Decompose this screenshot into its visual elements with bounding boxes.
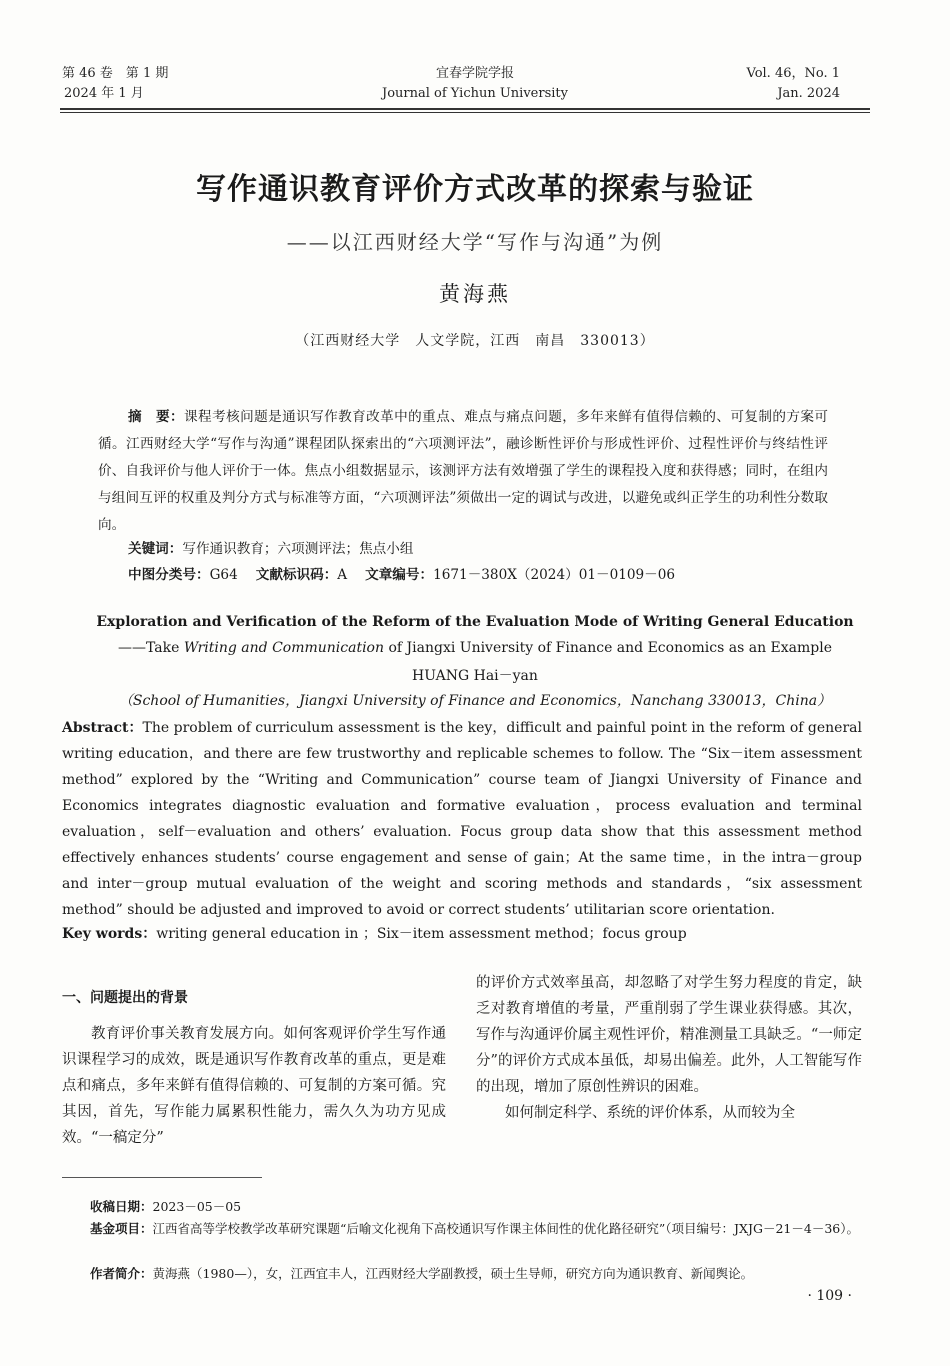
body-paragraph-continued: 的评价方式效率虽高，却忽略了对学生努力程度的肯定，缺乏对教育增值的考量，严重削弱了学生课业获得感。其次，写作与沟通评价属主观性评价，精准测量工具缺乏。“一师定分”的评价方式成本虽低，却易出偏差。此外，人工智能写作的出现，增加了原创性辨识的困难。 — [476, 975, 862, 1095]
body-right-column — [476, 970, 862, 1126]
article-subtitle: ——以江西财经大学“写作与沟通”为例 — [286, 230, 664, 254]
classification-line — [128, 563, 675, 583]
footnote-fund — [90, 1218, 865, 1239]
keywords-en — [62, 923, 687, 943]
journal-name-en: Journal of Yichun University — [382, 86, 568, 101]
clc-value: G64 — [209, 567, 238, 583]
abstract-en — [62, 715, 862, 923]
article-no-value: 1671－380X（2024）01－0109－06 — [433, 567, 676, 583]
english-affiliation: （School of Humanities，Jiangxi University of Finance and Economics，Nanchang 330013，China） — [118, 693, 832, 709]
english-subtitle-course: Writing and Communication — [183, 640, 385, 656]
body-paragraph: 教育评价事关教育发展方向。如何客观评价学生写作通识课程学习的成效，既是通识写作教育改革的重点，更是难点和痛点，多年来鲜有值得信赖的、可复制的方案可循。究其因，首先，写作能力属累积性能力，需久久为功方见成效。“一稿定分” — [62, 1026, 446, 1146]
article-no-label: 文章编号： — [365, 567, 434, 583]
keywords-cn-label: 关键词： — [128, 541, 183, 557]
received-value: 2023－05－05 — [152, 1199, 242, 1214]
body-paragraph: 如何制定科学、系统的评价体系，从而较为全 — [505, 1105, 795, 1121]
abstract-cn-text: 课程考核问题是通识写作教育改革中的重点、难点与痛点问题，多年来鲜有值得信赖的、可复制的方案可循。江西财经大学“写作与沟通”课程团队探索出的“六项测评法”，融诊断性评价与形成性评价、过程性评价与终结性评价、自我评价与他人评价于一体。焦点小组数据显示，该测评方法有效增强了学生的课程投入度和获得感；同时，在组内与组间互评的权重及判分方式与标准等方面，“六项测评法”须做出一定的调试与改进，以避免或纠正学生的功利性分数取向。 — [98, 409, 829, 533]
footnote-received — [90, 1196, 865, 1217]
article-title: 写作通识教育评价方式改革的探索与验证 — [196, 172, 754, 207]
footnote-author-bio — [90, 1263, 865, 1284]
keywords-cn — [128, 537, 413, 557]
abstract-en-label: Abstract： — [62, 720, 143, 736]
author-affiliation: （江西财经大学 人文学院，江西 南昌 330013） — [295, 333, 655, 349]
fund-label: 基金项目： — [90, 1221, 153, 1236]
header-date-en: Jan. 2024 — [777, 86, 840, 101]
bio-label: 作者简介： — [90, 1266, 153, 1281]
abstract-cn — [98, 404, 828, 539]
header-volume-en — [747, 64, 841, 104]
english-subtitle — [0, 640, 950, 656]
header-volume-issue: 第 46 卷 第 1 期 — [62, 66, 169, 81]
header-date-cn: 2024 年 1 月 — [64, 86, 144, 101]
body-left-column — [62, 985, 446, 1151]
fund-value: 江西省高等学校教学改革研究课题“后喻文化视角下高校通识写作课主体间性的优化路径研究”（项目编号：JXJG－21－4－36）。 — [152, 1221, 859, 1236]
clc-label: 中图分类号： — [128, 567, 210, 583]
received-label: 收稿日期： — [90, 1199, 153, 1214]
header-rule-thin — [60, 112, 870, 113]
english-subtitle-pre: ——Take — [118, 640, 184, 656]
bio-value: 黄海燕（1980—），女，江西宜丰人，江西财经大学副教授，硕士生导师，研究方向为通识教育、新闻舆论。 — [152, 1266, 754, 1281]
abstract-cn-label: 摘 要： — [128, 409, 185, 425]
keywords-en-label: Key words： — [62, 926, 157, 942]
english-author: HUANG Hai－yan — [412, 668, 538, 684]
doc-code-value: A — [337, 567, 348, 583]
header-rule — [60, 108, 870, 110]
abstract-en-text: The problem of curriculum assessment is the key，difficult and painful point in the reform of general writing education，and there are few trustworthy and replicable schemes to follow. The “Six－item assessment method” explored by the “Writing and Communication” course team of Jiangxi University of Finance and Economics integrates diagnostic evaluation and formative evaluation，process evaluation and terminal evaluation，self－evaluation and others’ evaluation. Focus group data show that this assessment method effectively enhances students’ course engagement and sense of gain；At the same time，in the intra－group and inter－group mutual evaluation of the weight and scoring methods and standards，“six assessment method” should be adjusted and improved to avoid or correct students’ utilitarian score orientation. — [62, 720, 862, 918]
doc-code-label: 文献标识码： — [255, 567, 338, 583]
section-heading: 一、问题提出的背景 — [62, 990, 188, 1006]
author-name: 黄海燕 — [439, 282, 511, 306]
journal-name-cn: 宜春学院学报 — [435, 66, 514, 81]
page-number: · 109 · — [807, 1288, 852, 1304]
keywords-en-text: writing general education in ；Six－item assessment method；focus group — [156, 926, 687, 942]
footnote-rule — [62, 1177, 262, 1178]
header-volume-issue-en: Vol. 46，No. 1 — [746, 66, 840, 81]
english-title: Exploration and Verification of the Reform of the Evaluation Mode of Writing General Education — [96, 614, 854, 630]
keywords-cn-text: 写作通识教育；六项测评法；焦点小组 — [182, 541, 414, 557]
english-subtitle-post: of Jiangxi University of Finance and Economics as an Example — [384, 640, 832, 656]
